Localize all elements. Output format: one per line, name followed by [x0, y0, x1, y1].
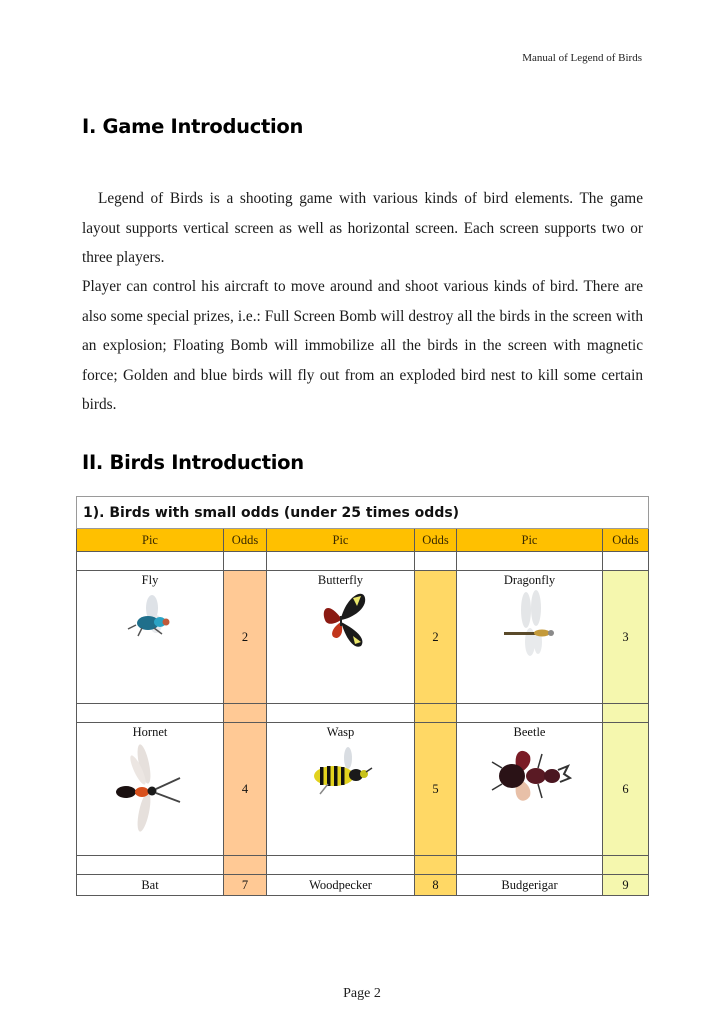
- bird-name: Hornet: [132, 725, 168, 739]
- column-header-pic: Pic: [267, 529, 415, 552]
- odds-value: 6: [603, 723, 649, 856]
- table-row: [77, 571, 649, 704]
- bird-name: Beetle: [513, 725, 546, 739]
- odds-value: 9: [603, 875, 649, 896]
- table-header-row: [77, 529, 649, 552]
- spacer-row: [77, 704, 649, 723]
- intro-paragraph-2: Player can control his aircraft to move around and shoot various kinds of bird. There are also some special prizes, i.e.: Full Screen Bomb will destroy all the birds in the screen with an explosion; Floating Bomb will immobilize all the birds in the screen with magnetic force; Golden and blue birds will fly out from an exploded bird nest to kill some certain birds.: [82, 278, 643, 413]
- bird-cell-dragonfly: [457, 571, 603, 704]
- bird-cell-wasp: [267, 723, 415, 856]
- spacer-row: [77, 856, 649, 875]
- table-row: [77, 723, 649, 856]
- table-title: 1). Birds with small odds (under 25 times odds): [77, 497, 649, 529]
- odds-value: 2: [415, 571, 457, 704]
- fly-icon: [122, 594, 178, 644]
- column-header-pic: Pic: [457, 529, 603, 552]
- bird-cell-beetle: [457, 723, 603, 856]
- intro-paragraph-1: Legend of Birds is a shooting game with various kinds of bird elements. The game layout supports vertical screen as well as horizontal screen. Each screen supports two or three players.: [82, 190, 643, 266]
- bird-name: Wasp: [326, 725, 355, 739]
- bird-cell-fly: [77, 571, 224, 704]
- bird-name: Butterfly: [317, 573, 364, 587]
- birds-odds-table: [76, 496, 649, 896]
- wasp-icon: [308, 746, 374, 802]
- odds-value: 2: [224, 571, 267, 704]
- bird-name-bat: Bat: [77, 875, 224, 896]
- bird-name: Dragonfly: [503, 573, 556, 587]
- odds-value: 4: [224, 723, 267, 856]
- odds-value: 7: [224, 875, 267, 896]
- bird-cell-butterfly: [267, 571, 415, 704]
- odds-value: 5: [415, 723, 457, 856]
- dragonfly-icon: [500, 590, 560, 664]
- odds-value: 3: [603, 571, 649, 704]
- hornet-icon: [114, 742, 186, 838]
- butterfly-icon: [313, 588, 369, 652]
- bird-name: Fly: [141, 573, 159, 587]
- column-header-pic: Pic: [77, 529, 224, 552]
- odds-value: 8: [415, 875, 457, 896]
- table-row: [77, 875, 649, 896]
- beetle-icon: [488, 744, 572, 808]
- column-header-odds: Odds: [603, 529, 649, 552]
- column-header-odds: Odds: [415, 529, 457, 552]
- running-header: Manual of Legend of Birds: [522, 52, 642, 64]
- page-number: Page 2: [343, 986, 381, 1001]
- bird-name-budgerigar: Budgerigar: [457, 875, 603, 896]
- section-heading-birds-introduction: II. Birds Introduction: [82, 451, 304, 474]
- column-header-odds: Odds: [224, 529, 267, 552]
- spacer-row: [77, 552, 649, 571]
- bird-name-woodpecker: Woodpecker: [267, 875, 415, 896]
- section-heading-game-introduction: I. Game Introduction: [82, 115, 304, 138]
- bird-cell-hornet: [77, 723, 224, 856]
